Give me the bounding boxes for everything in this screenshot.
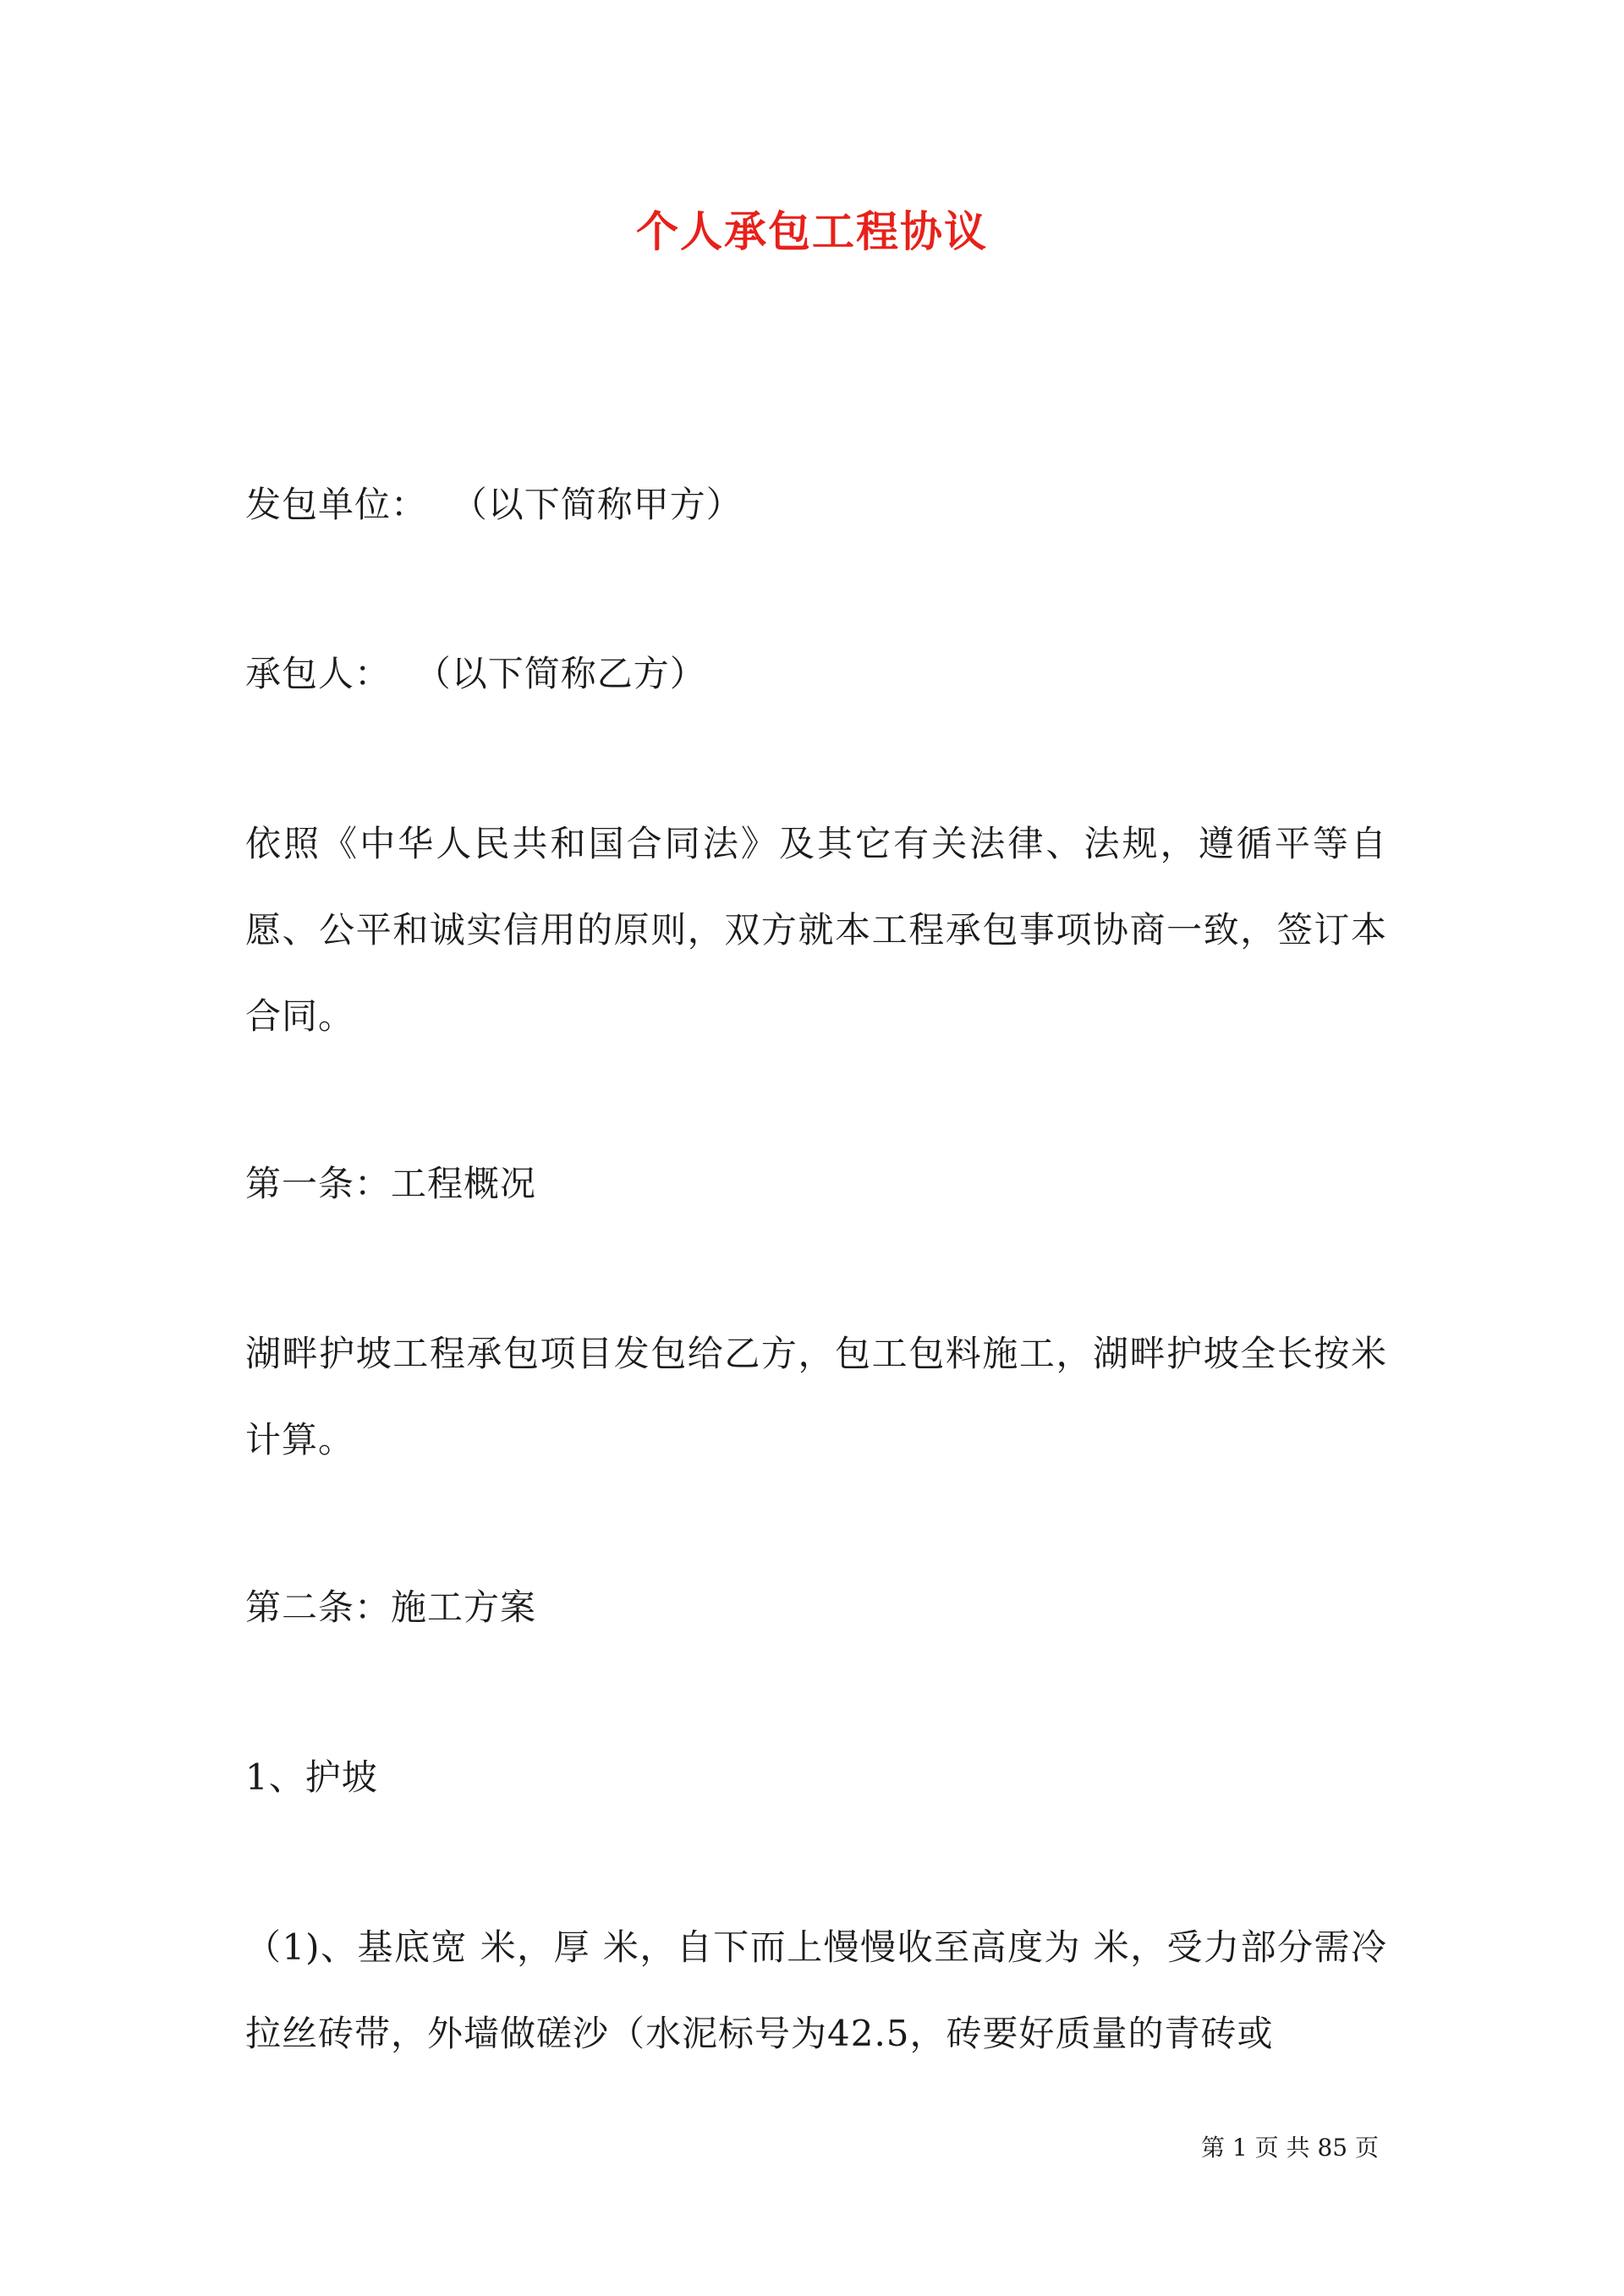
footer-prefix: 第 <box>1200 2134 1225 2162</box>
page-number-footer <box>1201 2133 1379 2163</box>
party-b-line: 承包人： （以下简称乙方） <box>245 653 706 694</box>
preamble-paragraph: 依照《中华人民共和国合同法》及其它有关法律、法规，遵循平等自愿、公平和诚实信用的原则，双方就本工程承包事项协商一致，签订本合同。 <box>245 823 1387 1037</box>
section-1-heading: 1、护坡 <box>245 1756 378 1798</box>
footer-total-pages: 85 <box>1317 2134 1348 2162</box>
footer-current-page: 1 <box>1232 2134 1248 2162</box>
footer-middle: 页 共 <box>1254 2134 1310 2162</box>
footer-suffix: 页 <box>1354 2134 1379 2162</box>
clause-1-body: （1)、基底宽 米，厚 米，自下而上慢慢收至高度为 米，受力部分需冷拉丝砖带，外墙做磋沙（水泥标号为42.5，砖要好质量的青砖或 <box>245 1926 1387 2054</box>
article-1-body: 湖畔护坡工程承包项目发包给乙方，包工包料施工，湖畔护坡全长按米计算。 <box>245 1333 1387 1460</box>
party-a-line: 发包单位： （以下简称甲方） <box>245 484 743 525</box>
article-2-heading: 第二条：施工方案 <box>245 1586 537 1628</box>
document-title: 个人承包工程协议 <box>636 206 988 256</box>
article-1-heading: 第一条：工程概况 <box>245 1163 537 1204</box>
